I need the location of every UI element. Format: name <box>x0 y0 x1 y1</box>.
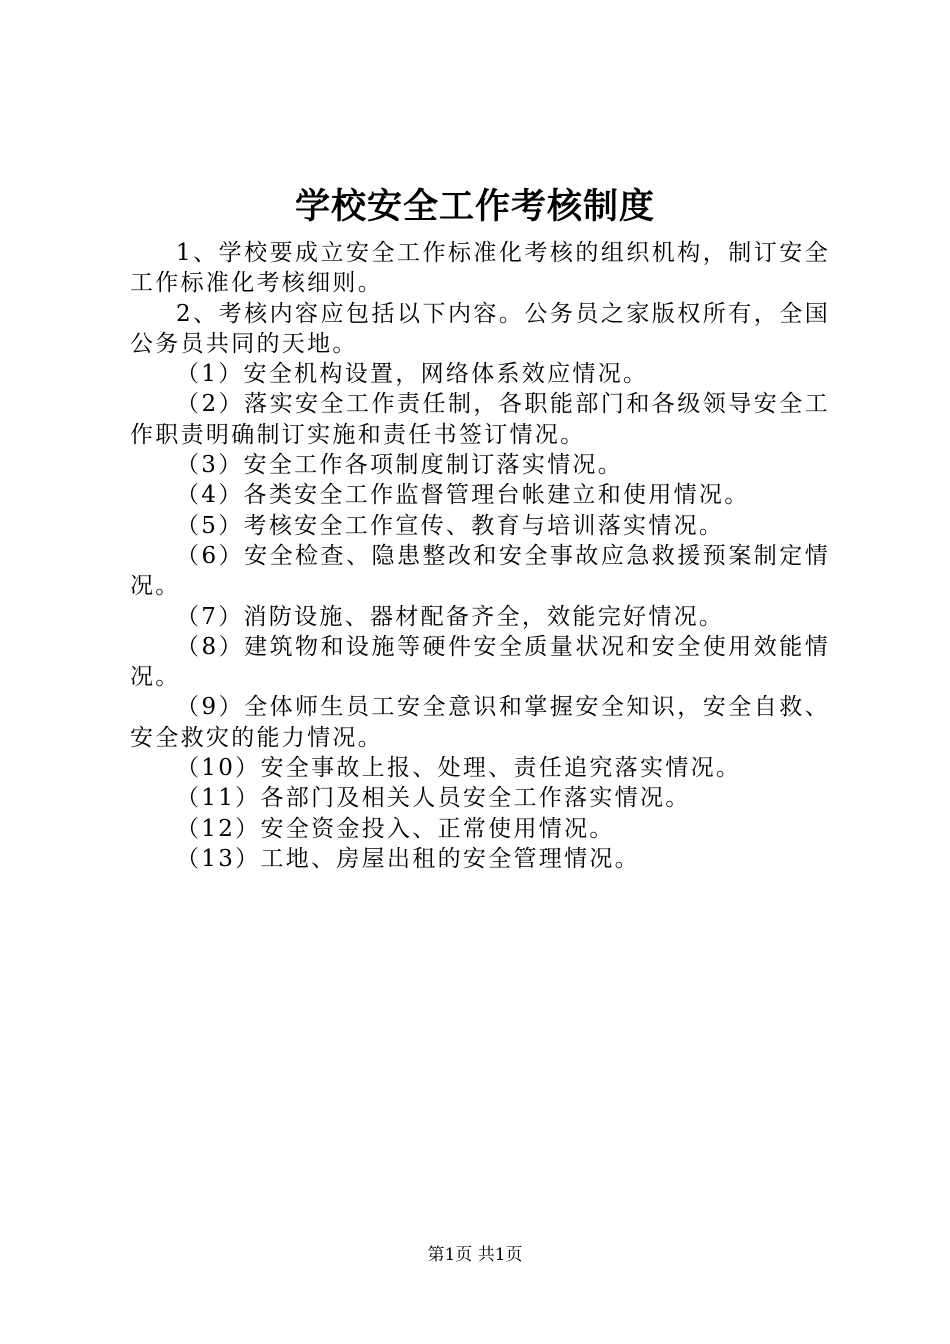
list-item-13: （13）工地、房屋出租的安全管理情况。 <box>176 845 640 872</box>
paragraph-2: 2、考核内容应包括以下内容。公务员之家版权所有，全国公务员共同的天地。 <box>130 300 830 357</box>
page-footer: 第1页 共1页 <box>427 1245 523 1265</box>
list-item-12: （12）安全资金投入、正常使用情况。 <box>176 815 615 842</box>
list-item-7: （7）消防设施、器材配备齐全，效能完好情况。 <box>176 603 725 630</box>
list-item-1: （1）安全机构设置，网络体系效应情况。 <box>176 361 649 388</box>
list-item-6: （6）安全检查、隐患整改和安全事故应急救援预案制定情况。 <box>130 542 830 600</box>
list-item-2: （2）落实安全工作责任制，各职能部门和各级领导安全工作职责明确制订实施和责任书签订情况。 <box>130 391 830 448</box>
list-item-3: （3）安全工作各项制度制订落实情况。 <box>176 452 624 479</box>
list-item-9: （9）全体师生员工安全意识和掌握安全知识，安全自救、安全救灾的能力情况。 <box>130 694 830 751</box>
list-item-11: （11）各部门及相关人员安全工作落实情况。 <box>176 785 691 812</box>
document-body <box>130 238 830 874</box>
paragraph-1: 1、学校要成立安全工作标准化考核的组织机构，制订安全工作标准化考核细则。 <box>130 240 830 297</box>
list-item-8: （8）建筑物和设施等硬件安全质量状况和安全使用效能情况。 <box>130 633 830 691</box>
list-item-10: （10）安全事故上报、处理、责任追究落实情况。 <box>176 755 742 782</box>
list-item-5: （5）考核安全工作宣传、教育与培训落实情况。 <box>176 512 725 539</box>
list-item-4: （4）各类安全工作监督管理台帐建立和使用情况。 <box>176 482 750 509</box>
document-title: 学校安全工作考核制度 <box>294 186 655 227</box>
